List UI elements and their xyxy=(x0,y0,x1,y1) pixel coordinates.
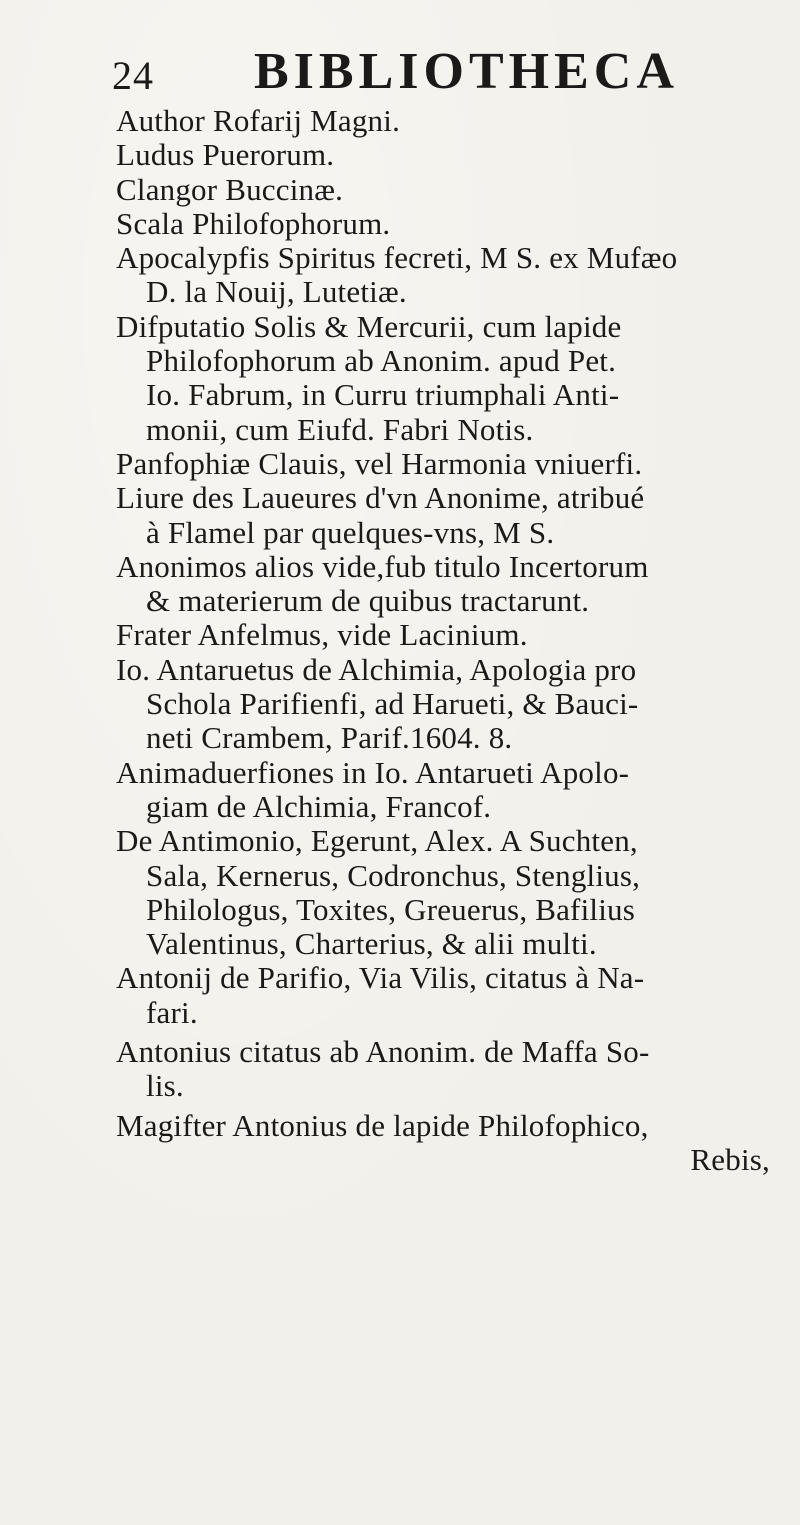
entry-magister-antonius: Magifter Antonius de lapide Philofophico, xyxy=(116,1107,649,1143)
entry-disputatio: Difputatio Solis & Mercurii, cum lapide Philofophorum ab Anonim. apud Pet. Io. Fabrum, in Curru triumphali Anti- monii, cum Eiufd. Fabri Notis. xyxy=(116,308,622,447)
bibliography-entries xyxy=(116,104,796,1177)
entry-anonimos: Anonimos alios vide,fub titulo Incertorum & materierum de quibus tractarunt. xyxy=(116,548,649,619)
entry-antonij-de-parisio: Antonij de Parifio, Via Vilis, citatus à Na- fari. xyxy=(116,960,645,1030)
page-header xyxy=(112,42,712,102)
entry-animaduersiones: Animaduerfiones in Io. Antarueti Apolo- giam de Alchimia, Francof. xyxy=(116,754,630,824)
entry-scala-philosophorum: Scala Philofophorum. xyxy=(116,205,391,241)
entry-antonius-citatus: Antonius citatus ab Anonim. de Maffa So- lis. xyxy=(116,1034,650,1104)
page-number: 24 xyxy=(112,53,154,98)
entry-liure-des-laueures: Liure des Laueures d'vn Anonime, atribué à Flamel par quelques-vns, M S. xyxy=(116,480,645,550)
entry-frater-anselmus: Frater Anfelmus, vide Lacinium. xyxy=(116,617,528,653)
entry-antaruetus: Io. Antaruetus de Alchimia, Apologia pro Schola Parifienfi, ad Harueti, & Bauci- neti Crambem, Parif.1604. 8. xyxy=(116,651,639,756)
entry-de-antimonio: De Antimonio, Egerunt, Alex. A Suchten, Sala, Kernerus, Codronchus, Stenglius, Philologus, Toxites, Greuerus, Bafilius Valentinus, Charterius, & alii multi. xyxy=(116,823,641,962)
entry-author-rosarii: Author Rofarij Magni. xyxy=(116,103,401,138)
entry-ludus-puerorum: Ludus Puerorum. xyxy=(116,137,335,173)
catchword: Rebis, xyxy=(690,1141,770,1177)
running-title: BIBLIOTHECA xyxy=(254,43,679,100)
entry-pansophiae: Panfophiæ Clauis, vel Harmonia vniuerfi. xyxy=(116,445,643,481)
entry-clangor-buccinae: Clangor Buccinæ. xyxy=(116,171,344,207)
entry-apocalypsis: Apocalypfis Spiritus fecreti, M S. ex Mufæo D. la Nouij, Lutetiæ. xyxy=(116,240,678,310)
